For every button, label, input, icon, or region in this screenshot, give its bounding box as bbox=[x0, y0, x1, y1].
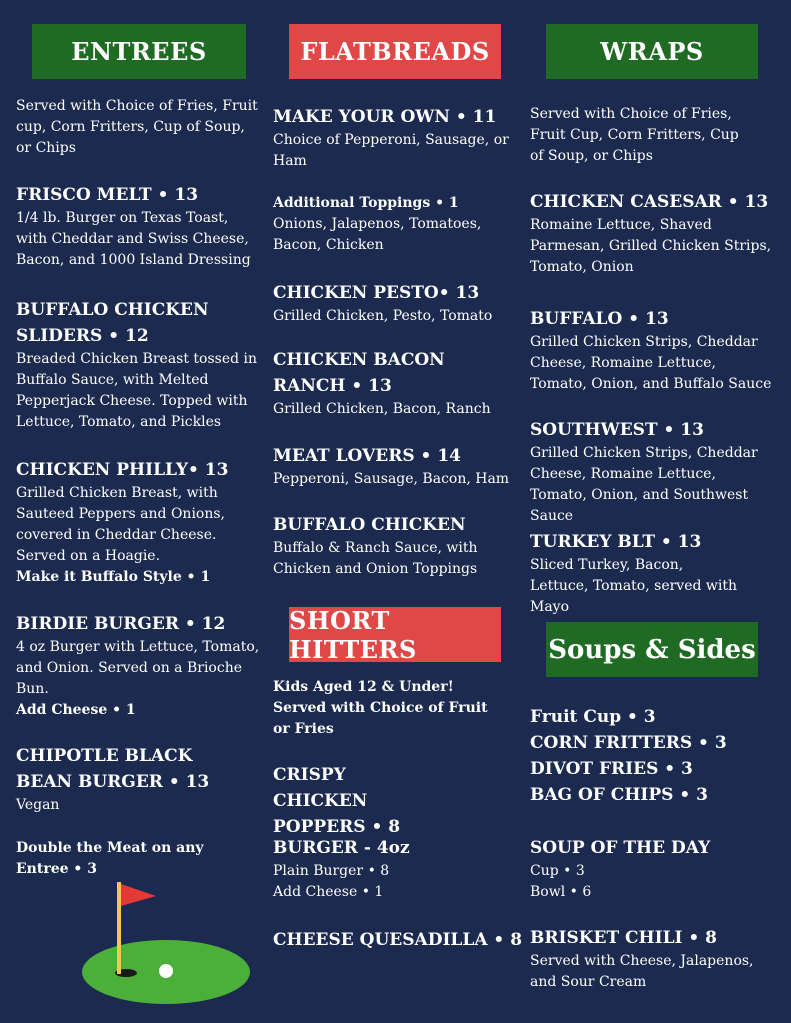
entrees-intro: Served with Choice of Fries, Fruit cup, Corn Fritters, Cup of Soup, or Chips bbox=[16, 98, 258, 156]
additional-toppings bbox=[273, 193, 518, 256]
item-title: MEAT LOVERS • 14 bbox=[273, 446, 461, 466]
item-line: Bowl • 6 bbox=[530, 884, 592, 900]
menu-item-frisco-melt bbox=[16, 182, 261, 271]
menu-item-chicken-bacon-ranch bbox=[273, 347, 518, 420]
short-hitters-header: SHORT HITTERS bbox=[289, 607, 501, 662]
item-title: CHICKEN PESTO• 13 bbox=[273, 283, 480, 303]
item-line: Add Cheese • 1 bbox=[273, 884, 384, 900]
item-desc: Grilled Chicken, Bacon, Ranch bbox=[273, 401, 491, 417]
item-desc: Grilled Chicken Strips, Cheddar Cheese, Romaine Lettuce, Tomato, Onion, and Southwest Sauce bbox=[530, 445, 758, 524]
item-title: CHEESE QUESADILLA • 8 bbox=[273, 930, 523, 950]
flatbreads-header: FLATBREADS bbox=[289, 24, 501, 79]
item-desc: Grilled Chicken, Pesto, Tomato bbox=[273, 308, 493, 324]
item-desc: 1/4 lb. Burger on Texas Toast, with Cheddar and Swiss Cheese, Bacon, and 1000 Island Dressing bbox=[16, 210, 251, 268]
item-line: Cup • 3 bbox=[530, 863, 585, 879]
item-desc: Breaded Chicken Breast tossed in Buffalo Sauce, with Melted Pepperjack Cheese. Topped with Lettuce, Tomato, and Pickles bbox=[16, 351, 258, 430]
menu-item-chicken-caesar bbox=[530, 189, 775, 278]
item-title: Additional Toppings • 1 bbox=[273, 195, 459, 211]
menu-item-southwest-wrap bbox=[530, 417, 775, 527]
menu-item-cheese-quesadilla bbox=[273, 927, 523, 953]
item-title: BIRDIE BURGER • 12 bbox=[16, 614, 226, 634]
item-desc: Grilled Chicken Strips, Cheddar Cheese, Romaine Lettuce, Tomato, Onion, and Buffalo Sauce bbox=[530, 334, 772, 392]
item-desc: Sliced Turkey, Bacon, Lettuce, Tomato, served with Mayo bbox=[530, 557, 738, 615]
menu-item-crispy-chicken-poppers bbox=[273, 762, 518, 840]
menu-item-buffalo-wrap bbox=[530, 306, 775, 395]
item-title: CHIPOTLE BLACK BEAN BURGER • 13 bbox=[16, 746, 210, 792]
item-desc: Onions, Jalapenos, Tomatoes, Bacon, Chicken bbox=[273, 216, 482, 253]
item-title: SOUP OF THE DAY bbox=[530, 838, 711, 858]
item-title: TURKEY BLT • 13 bbox=[530, 532, 702, 552]
menu-item-chipotle-black-bean-burger bbox=[16, 743, 261, 816]
menu-item-turkey-blt bbox=[530, 529, 775, 618]
short-hitters-intro: Kids Aged 12 & Under! Served with Choice of Fruit or Fries bbox=[273, 679, 488, 737]
item-desc: 4 oz Burger with Lettuce, Tomato, and Onion. Served on a Brioche Bun. bbox=[16, 639, 260, 697]
menu-item-birdie-burger bbox=[16, 611, 261, 721]
golf-ball bbox=[159, 964, 173, 978]
item-title: FRISCO MELT • 13 bbox=[16, 185, 199, 205]
double-meat-note: Double the Meat on any Entree • 3 bbox=[16, 840, 204, 877]
item-title: BURGER - 4oz bbox=[273, 838, 410, 858]
soups-sides-header: Soups & Sides bbox=[546, 622, 758, 677]
item-desc: Romaine Lettuce, Shaved Parmesan, Grilled Chicken Strips, Tomato, Onion bbox=[530, 217, 772, 275]
item-desc: Pepperoni, Sausage, Bacon, Ham bbox=[273, 471, 510, 487]
sides-list bbox=[530, 704, 775, 808]
side-item: BAG OF CHIPS • 3 bbox=[530, 785, 708, 805]
item-title: MAKE YOUR OWN • 11 bbox=[273, 107, 497, 127]
item-title: CRISPY CHICKEN POPPERS • 8 bbox=[273, 765, 401, 837]
menu-item-chicken-philly bbox=[16, 457, 261, 588]
item-title: BRISKET CHILI • 8 bbox=[530, 928, 718, 948]
item-desc: Grilled Chicken Breast, with Sauteed Peppers and Onions, covered in Cheddar Cheese. Served on a Hoagie. bbox=[16, 485, 226, 564]
item-title: BUFFALO CHICKEN SLIDERS • 12 bbox=[16, 300, 209, 346]
menu-item-buffalo-chicken-sliders bbox=[16, 297, 261, 433]
soup-of-the-day bbox=[530, 835, 775, 903]
item-addon: Add Cheese • 1 bbox=[16, 702, 136, 718]
flag bbox=[121, 884, 156, 906]
item-desc: Vegan bbox=[16, 797, 60, 813]
item-desc: Choice of Pepperoni, Sausage, or Ham bbox=[273, 132, 509, 169]
side-item: Fruit Cup • 3 bbox=[530, 707, 656, 727]
menu-item-buffalo-chicken-flatbread bbox=[273, 512, 518, 580]
item-addon: Make it Buffalo Style • 1 bbox=[16, 569, 211, 585]
menu-item-make-your-own bbox=[273, 104, 518, 172]
item-title: CHICKEN PHILLY• 13 bbox=[16, 460, 229, 480]
wraps-intro: Served with Choice of Fries, Fruit Cup, Corn Fritters, Cup of Soup, or Chips bbox=[530, 106, 739, 164]
item-title: CHICKEN CASESAR • 13 bbox=[530, 192, 769, 212]
menu-item-kids-burger bbox=[273, 835, 518, 903]
item-desc: Buffalo & Ranch Sauce, with Chicken and Onion Toppings bbox=[273, 540, 478, 577]
item-title: BUFFALO CHICKEN bbox=[273, 515, 466, 535]
menu-item-meat-lovers bbox=[273, 443, 518, 490]
golf-green-illustration bbox=[80, 880, 252, 1008]
item-line: Plain Burger • 8 bbox=[273, 863, 390, 879]
side-item: CORN FRITTERS • 3 bbox=[530, 733, 727, 753]
menu-item-chicken-pesto bbox=[273, 280, 518, 327]
menu-item-brisket-chili bbox=[530, 925, 775, 993]
flag-pole bbox=[117, 882, 121, 974]
item-title: SOUTHWEST • 13 bbox=[530, 420, 704, 440]
item-title: BUFFALO • 13 bbox=[530, 309, 669, 329]
item-title: CHICKEN BACON RANCH • 13 bbox=[273, 350, 445, 396]
wraps-header: WRAPS bbox=[546, 24, 758, 79]
entrees-header: ENTREES bbox=[32, 24, 246, 79]
item-desc: Served with Cheese, Jalapenos, and Sour Cream bbox=[530, 953, 754, 990]
side-item: DIVOT FRIES • 3 bbox=[530, 759, 693, 779]
